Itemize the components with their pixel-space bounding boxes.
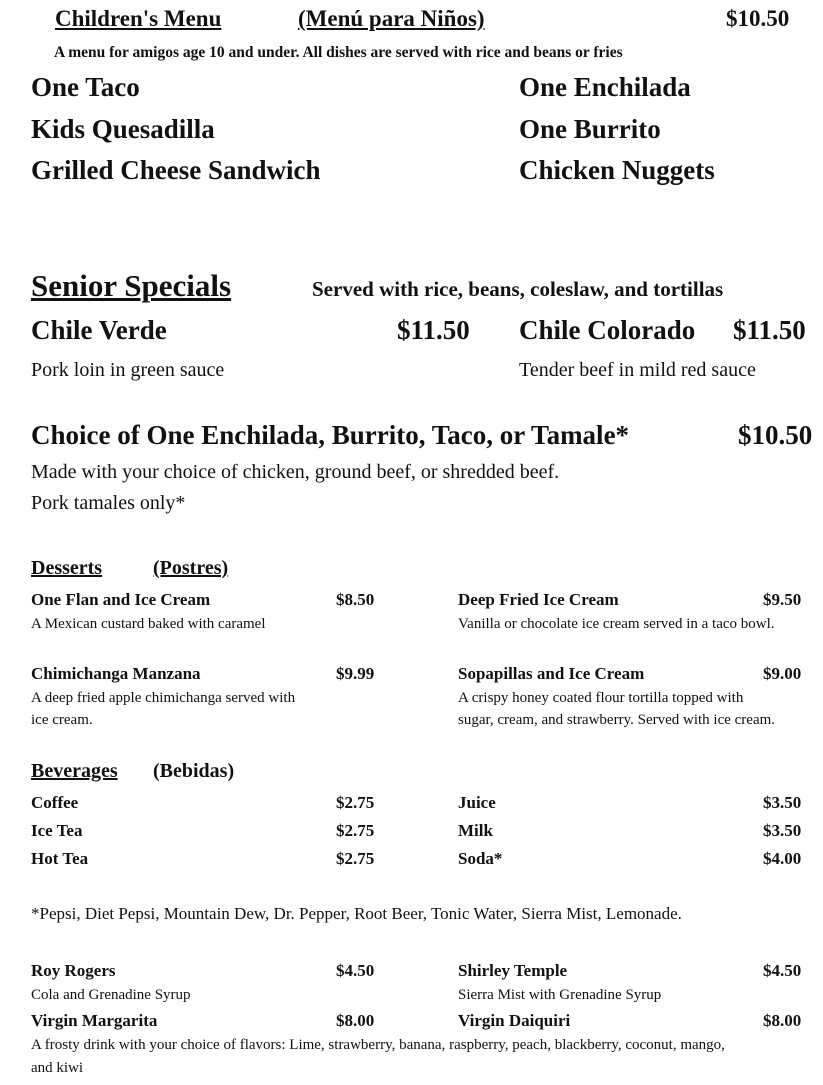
kids-item: Grilled Cheese Sandwich — [31, 155, 321, 185]
chile-verde-price: $11.50 — [397, 315, 470, 345]
beverage-name: Juice — [458, 793, 496, 812]
dessert-desc: A Mexican custard baked with caramel — [31, 616, 266, 632]
beverage-price: $2.75 — [336, 849, 375, 868]
drink-desc: Sierra Mist with Grenadine Syrup — [458, 987, 662, 1003]
children-menu-title-es: (Menú para Niños) — [298, 6, 485, 31]
dessert-price: $8.50 — [336, 590, 375, 609]
drink-name: Shirley Temple — [458, 961, 568, 980]
desserts-title: Desserts — [31, 557, 103, 579]
dessert-price: $9.50 — [763, 590, 802, 609]
beverage-name: Ice Tea — [31, 821, 83, 840]
dessert-desc: Vanilla or chocolate ice cream served in a taco bowl. — [458, 616, 775, 632]
frosty-note: A frosty drink with your choice of flavors: Lime, strawberry, banana, raspberry, peach, blackberry, coconut, mango, — [31, 1037, 725, 1053]
drink-price: $8.00 — [763, 1011, 802, 1030]
drink-name: Virgin Daiquiri — [458, 1011, 571, 1030]
beverage-price: $3.50 — [763, 793, 802, 812]
beverage-price: $2.75 — [336, 793, 375, 812]
kids-item: Kids Quesadilla — [31, 114, 215, 144]
senior-specials-title: Senior Specials — [31, 268, 232, 303]
dessert-price: $9.99 — [336, 664, 375, 683]
kids-item: Chicken Nuggets — [519, 155, 715, 185]
chile-colorado-name: Chile Colorado — [519, 315, 696, 345]
children-menu-title: Children's Menu — [55, 6, 222, 31]
kids-item: One Taco — [31, 72, 140, 102]
kids-item: One Burrito — [519, 114, 661, 144]
children-menu-note: A menu for amigos age 10 and under. All dishes are served with rice and beans or fries — [54, 44, 623, 61]
dessert-desc: A crispy honey coated flour tortilla topped with — [458, 690, 744, 706]
dessert-name: Chimichanga Manzana — [31, 664, 201, 683]
beverage-price: $3.50 — [763, 821, 802, 840]
drink-price: $4.50 — [336, 961, 375, 980]
choice-dish-desc-2: Pork tamales only* — [31, 492, 186, 514]
drink-price: $4.50 — [763, 961, 802, 980]
chile-colorado-price: $11.50 — [733, 315, 806, 345]
dessert-name: Sopapillas and Ice Cream — [458, 664, 645, 683]
dessert-price: $9.00 — [763, 664, 802, 683]
dessert-desc: A deep fried apple chimichanga served with — [31, 690, 296, 706]
children-menu-price: $10.50 — [726, 6, 790, 31]
frosty-note-2: and kiwi — [31, 1060, 84, 1076]
chile-verde-desc: Pork loin in green sauce — [31, 359, 225, 381]
beverages-title: Beverages — [31, 760, 118, 782]
drink-price: $8.00 — [336, 1011, 375, 1030]
kids-item: One Enchilada — [519, 72, 691, 102]
choice-dish-price: $10.50 — [738, 420, 813, 450]
dessert-desc: ice cream. — [31, 712, 93, 728]
drink-desc: Cola and Grenadine Syrup — [31, 987, 191, 1003]
beverage-name: Milk — [458, 821, 493, 840]
choice-dish-desc: Made with your choice of chicken, ground beef, or shredded beef. — [31, 461, 560, 483]
choice-dish-name: Choice of One Enchilada, Burrito, Taco, or Tamale* — [31, 420, 630, 450]
beverage-price: $2.75 — [336, 821, 375, 840]
drink-name: Roy Rogers — [31, 961, 116, 980]
drink-name: Virgin Margarita — [31, 1011, 158, 1030]
chile-verde-name: Chile Verde — [31, 315, 167, 345]
senior-specials-note: Served with rice, beans, coleslaw, and tortillas — [312, 277, 724, 301]
beverage-name: Soda* — [458, 849, 503, 868]
beverage-name: Hot Tea — [31, 849, 89, 868]
desserts-title-es: (Postres) — [153, 557, 229, 579]
beverage-name: Coffee — [31, 793, 79, 812]
beverage-price: $4.00 — [763, 849, 802, 868]
dessert-name: One Flan and Ice Cream — [31, 590, 211, 609]
chile-colorado-desc: Tender beef in mild red sauce — [519, 359, 756, 381]
dessert-name: Deep Fried Ice Cream — [458, 590, 619, 609]
dessert-desc: sugar, cream, and strawberry. Served with ice cream. — [458, 712, 776, 728]
soda-note: *Pepsi, Diet Pepsi, Mountain Dew, Dr. Pepper, Root Beer, Tonic Water, Sierra Mist, Lemonade. — [31, 904, 682, 923]
beverages-title-es: (Bebidas) — [153, 760, 235, 782]
